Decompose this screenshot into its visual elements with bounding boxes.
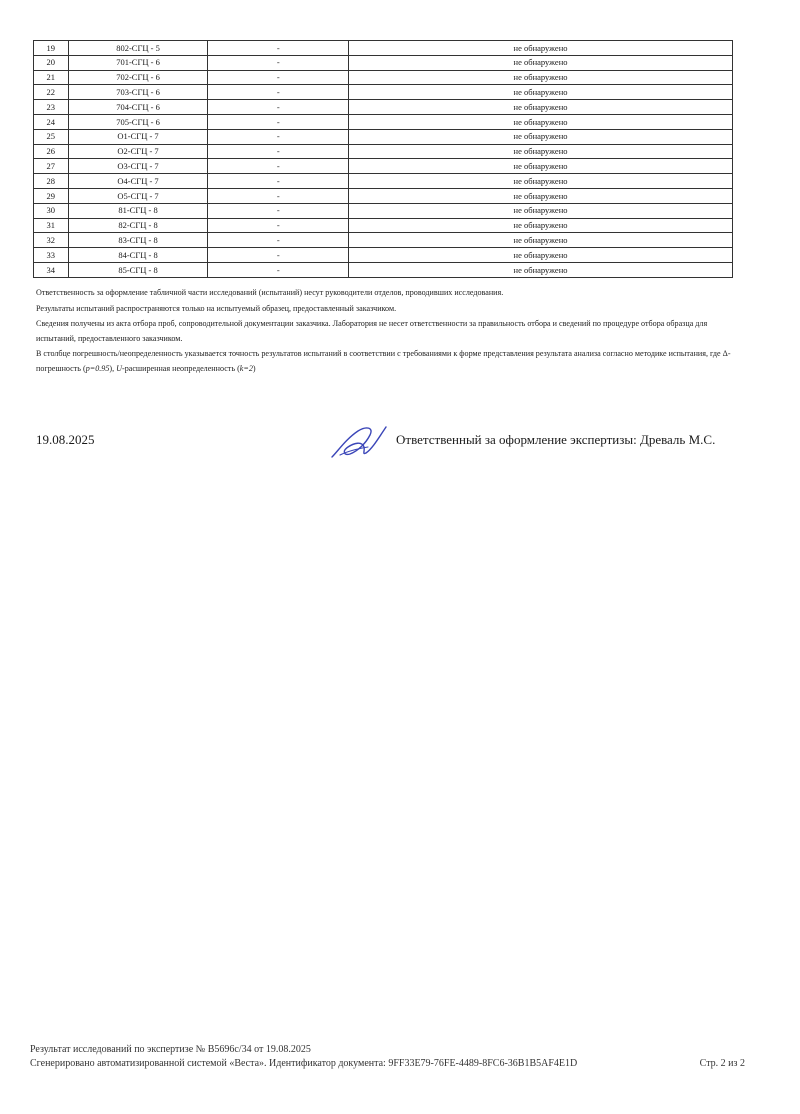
note-uncertainty [36,346,736,376]
signature-icon [328,421,392,463]
row-number-cell: 34 [34,262,69,277]
result-cell: не обнаружено [349,203,733,218]
note-confidence: p=0.95 [85,364,110,373]
table-row [34,188,733,203]
value-cell: - [208,129,349,144]
sample-code-cell: 85-СГЦ - 8 [68,262,208,277]
results-table-body [34,41,733,278]
row-number-cell: 31 [34,218,69,233]
sample-code-cell: О5-СГЦ - 7 [68,188,208,203]
value-cell: - [208,218,349,233]
note-u-symbol: U [116,364,122,373]
footer-document-id: Сгенерировано автоматизированной системой «Веста». Идентификатор документа: 9FF33E79-76FE-4489-8FC6-36B1B5AF4E1D [30,1058,578,1069]
sample-code-cell: 703-СГЦ - 6 [68,85,208,100]
row-number-cell: 30 [34,203,69,218]
result-cell: не обнаружено [349,233,733,248]
note-sampling: Сведения получены из акта отбора проб, сопроводительной документации заказчика. Лаборатория не несет ответственности за правильность отбора и сведений по процедуре отбора образца для испытаний, предоставленного заказчиком. [36,319,708,343]
row-number-cell: 21 [34,70,69,85]
signoff-date: 19.08.2025 [36,432,95,447]
sample-code-cell: 82-СГЦ - 8 [68,218,208,233]
table-row [34,248,733,263]
sample-code-cell: 802-СГЦ - 5 [68,41,208,56]
row-number-cell: 24 [34,114,69,129]
note-coverage-factor: k=2 [239,364,253,373]
table-row [34,114,733,129]
sample-code-cell: 84-СГЦ - 8 [68,248,208,263]
value-cell: - [208,159,349,174]
note-scope: Результаты испытаний распространяются только на испытуемый образец, предоставленный заказчиком. [36,304,397,313]
sample-code-cell: 702-СГЦ - 6 [68,70,208,85]
table-row [34,85,733,100]
result-cell: не обнаружено [349,85,733,100]
table-row [34,159,733,174]
table-row [34,129,733,144]
note-separator: ), [109,364,117,373]
sample-code-cell: О4-СГЦ - 7 [68,174,208,189]
footer-expertise-ref: Результат исследований по экспертизе № В5696с/34 от 19.08.2025 [30,1044,311,1055]
result-cell: не обнаружено [349,188,733,203]
result-cell: не обнаружено [349,159,733,174]
value-cell: - [208,41,349,56]
note-responsibility: Ответственность за оформление табличной части исследований (испытаний) несут руководители отделов, проводивших исследования. [36,288,504,297]
sample-code-cell: 83-СГЦ - 8 [68,233,208,248]
sample-code-cell: 701-СГЦ - 6 [68,55,208,70]
value-cell: - [208,55,349,70]
table-row [34,218,733,233]
value-cell: - [208,203,349,218]
result-cell: не обнаружено [349,248,733,263]
row-number-cell: 29 [34,188,69,203]
table-row [34,100,733,115]
row-number-cell: 23 [34,100,69,115]
value-cell: - [208,262,349,277]
result-cell: не обнаружено [349,129,733,144]
table-row [34,262,733,277]
table-row [34,203,733,218]
value-cell: - [208,114,349,129]
result-cell: не обнаружено [349,114,733,129]
sample-code-cell: 705-СГЦ - 6 [68,114,208,129]
row-number-cell: 22 [34,85,69,100]
footer-row [30,1057,745,1071]
notes-block [36,285,736,376]
row-number-cell: 26 [34,144,69,159]
value-cell: - [208,248,349,263]
result-cell: не обнаружено [349,144,733,159]
sample-code-cell: 81-СГЦ - 8 [68,203,208,218]
row-number-cell: 32 [34,233,69,248]
result-cell: не обнаружено [349,174,733,189]
value-cell: - [208,100,349,115]
row-number-cell: 28 [34,174,69,189]
result-cell: не обнаружено [349,218,733,233]
table-row [34,144,733,159]
sample-code-cell: 704-СГЦ - 6 [68,100,208,115]
page-footer [30,1043,745,1071]
row-number-cell: 19 [34,41,69,56]
value-cell: - [208,85,349,100]
table-row [34,70,733,85]
table-row [34,41,733,56]
result-cell: не обнаружено [349,262,733,277]
result-cell: не обнаружено [349,100,733,115]
value-cell: - [208,188,349,203]
responsible-person: Ответственный за оформление экспертизы: Древаль М.С. [396,432,716,447]
table-row [34,174,733,189]
row-number-cell: 33 [34,248,69,263]
results-table [33,40,733,278]
value-cell: - [208,70,349,85]
page-number: Стр. 2 из 2 [699,1058,745,1069]
table-row [34,233,733,248]
value-cell: - [208,144,349,159]
result-cell: не обнаружено [349,70,733,85]
result-cell: не обнаружено [349,41,733,56]
sample-code-cell: О1-СГЦ - 7 [68,129,208,144]
row-number-cell: 20 [34,55,69,70]
sample-code-cell: О2-СГЦ - 7 [68,144,208,159]
result-cell: не обнаружено [349,55,733,70]
sample-code-cell: О3-СГЦ - 7 [68,159,208,174]
table-row [34,55,733,70]
value-cell: - [208,174,349,189]
row-number-cell: 25 [34,129,69,144]
value-cell: - [208,233,349,248]
note-expanded-uncertainty: -расширенная неопределенность ( [122,364,240,373]
note-close: ) [252,364,256,373]
row-number-cell: 27 [34,159,69,174]
note-uncertainty-text: В столбце погрешность/неопределенность указывается точность результатов испытаний в соответствии с требованиями к форме представления результата анализа согласно методике испытания, где Δ-погрешность ( [36,349,731,373]
